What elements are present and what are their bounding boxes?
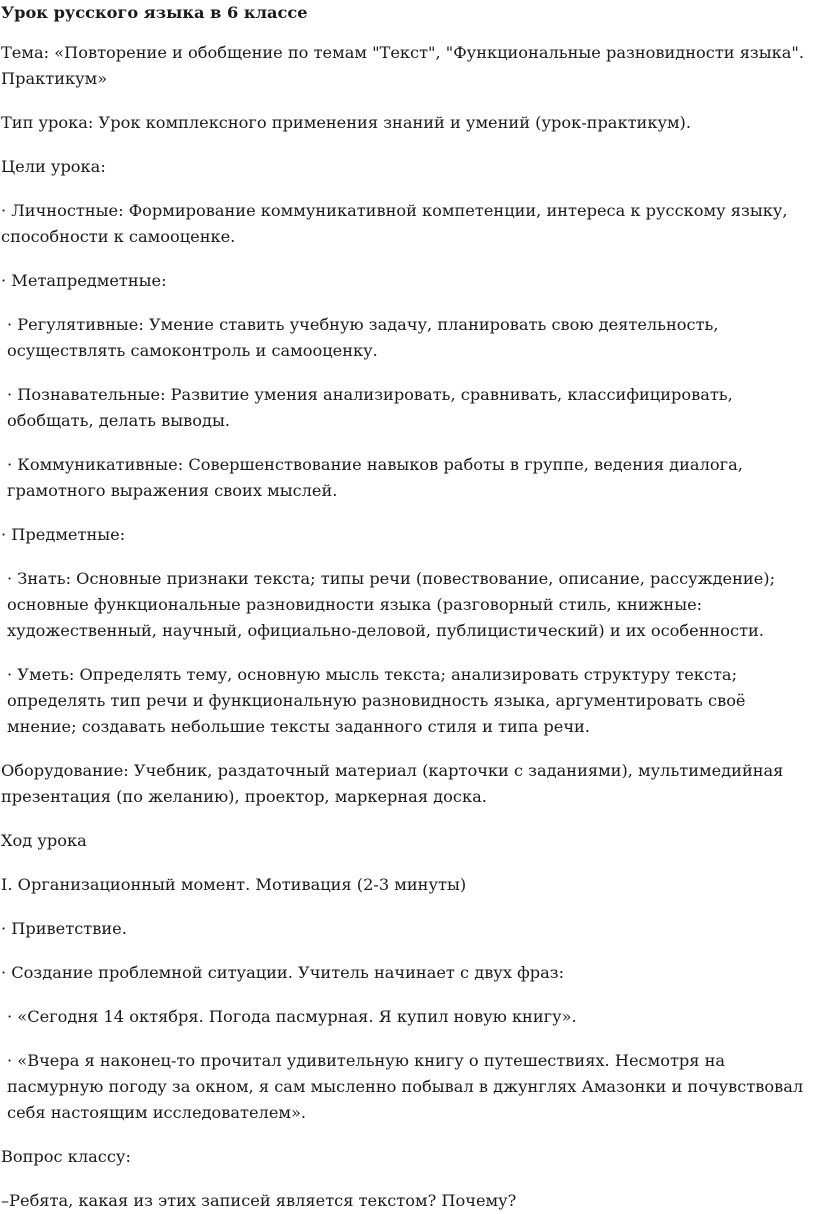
- goal-cognitive: · Познавательные: Развитие умения анализировать, сравнивать, классифицировать, обобщать, делать выводы.: [7, 385, 733, 430]
- equipment: Оборудование: Учебник, раздаточный материал (карточки с заданиями), мультимедийная презентация (по желанию), проектор, маркерная доска.: [1, 761, 784, 806]
- lesson-flow-heading: Ход урока: [1, 831, 87, 850]
- class-question: –Ребята, какая из этих записей является текстом? Почему?: [1, 1191, 517, 1210]
- document-title: Урок русского языка в 6 классе: [1, 3, 308, 22]
- lesson-goals-heading: Цели урока:: [1, 157, 106, 176]
- goal-know: · Знать: Основные признаки текста; типы речи (повествование, описание, рассуждение); основные функциональные разновидности языка (разговорный стиль, книжные: художественный, научный, официально-деловой, публицистический) и их особенности.: [7, 569, 776, 640]
- class-question-heading: Вопрос классу:: [1, 1147, 131, 1166]
- phrase-two: · «Вчера я наконец-то прочитал удивительную книгу о путешествиях. Несмотря на пасмурную погоду за окном, я сам мысленно побывал в джунглях Амазонки и почувствовал себя настоящим исследователем».: [7, 1051, 804, 1122]
- lesson-type: Тип урока: Урок комплексного применения знаний и умений (урок-практикум).: [1, 113, 692, 132]
- greeting-item: · Приветствие.: [1, 919, 127, 938]
- goal-personal: · Личностные: Формирование коммуникативной компетенции, интереса к русскому языку, способности к самооценке.: [1, 201, 788, 246]
- goal-regulatory: · Регулятивные: Умение ставить учебную задачу, планировать свою деятельность, осуществлять самоконтроль и самооценку.: [7, 315, 719, 360]
- lesson-topic: Тема: «Повторение и обобщение по темам "Текст", "Функциональные разновидности языка". Практикум»: [1, 43, 804, 88]
- goal-metasubject: · Метапредметные:: [1, 271, 167, 290]
- goal-able: · Уметь: Определять тему, основную мысль текста; анализировать структуру текста; определять тип речи и функциональную разновидность языка, аргументировать своё мнение; создавать небольшие тексты заданного стиля и типа речи.: [7, 665, 746, 736]
- problem-situation-item: · Создание проблемной ситуации. Учитель начинает с двух фраз:: [1, 963, 565, 982]
- stage-one-heading: I. Организационный момент. Мотивация (2-3 минуты): [1, 875, 467, 894]
- goal-subject: · Предметные:: [1, 525, 126, 544]
- phrase-one: · «Сегодня 14 октября. Погода пасмурная. Я купил новую книгу».: [7, 1007, 577, 1026]
- goal-communicative: · Коммуникативные: Совершенствование навыков работы в группе, ведения диалога, грамотного выражения своих мыслей.: [7, 455, 743, 500]
